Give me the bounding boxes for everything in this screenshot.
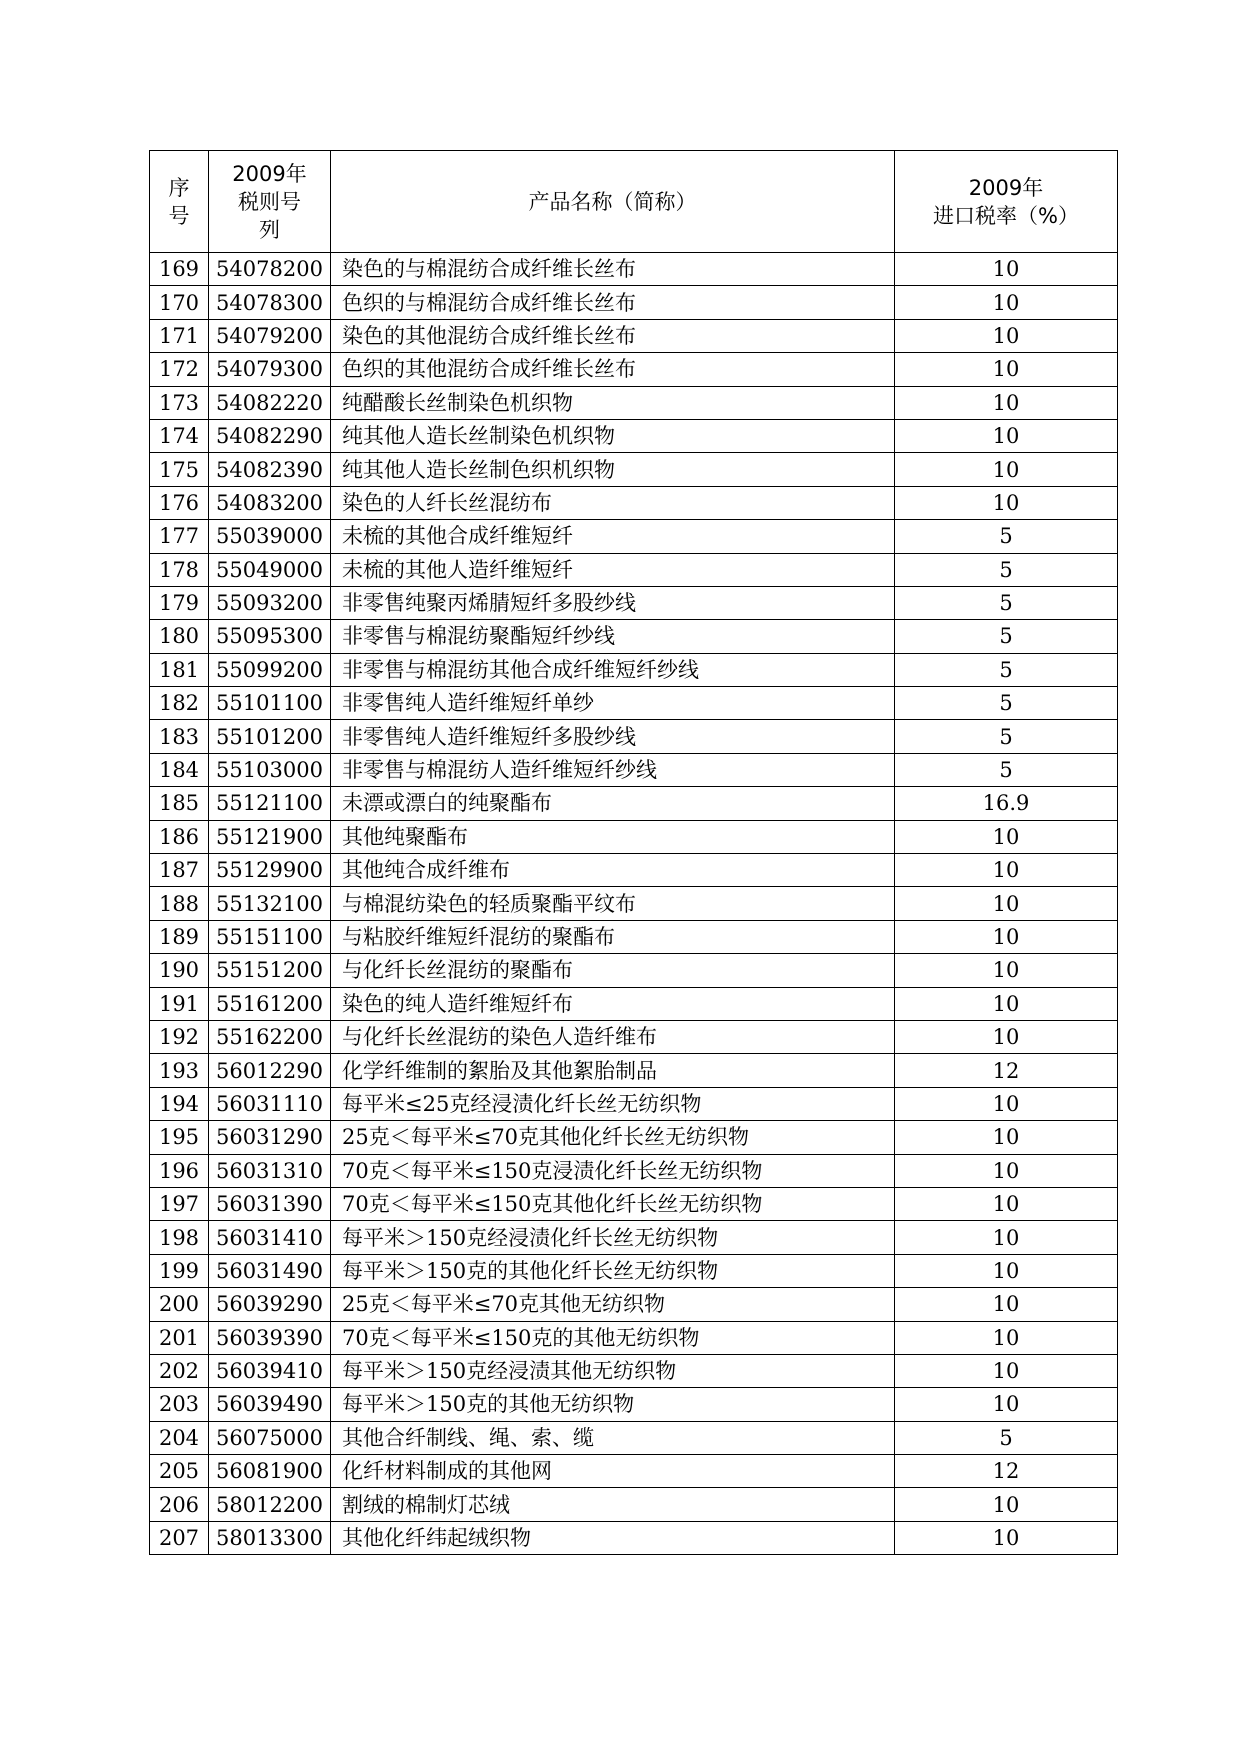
serial-number-cell: 173	[150, 386, 209, 419]
serial-number-cell: 184	[150, 753, 209, 786]
tariff-code-cell: 56039410	[209, 1354, 331, 1387]
tariff-code-cell: 56039490	[209, 1388, 331, 1421]
table-row	[150, 1187, 1118, 1220]
product-name-cell: 每平米＞150克的其他无纺织物	[331, 1388, 895, 1421]
product-name-cell: 与粘胶纤维短纤混纺的聚酯布	[331, 920, 895, 953]
serial-number-cell: 199	[150, 1254, 209, 1287]
import-rate-cell: 10	[895, 453, 1118, 486]
table-row	[150, 1221, 1118, 1254]
serial-number-cell: 175	[150, 453, 209, 486]
tariff-code-cell: 54078300	[209, 286, 331, 319]
product-name-cell: 每平米＞150克经浸渍其他无纺织物	[331, 1354, 895, 1387]
tariff-code-cell: 55162200	[209, 1020, 331, 1053]
product-name-cell: 化学纤维制的絮胎及其他絮胎制品	[331, 1054, 895, 1087]
product-name-cell: 化纤材料制成的其他网	[331, 1455, 895, 1488]
serial-number-cell: 178	[150, 553, 209, 586]
header-tariff-code	[209, 151, 331, 253]
table-row	[150, 1154, 1118, 1187]
table-row	[150, 286, 1118, 319]
product-name-cell: 染色的其他混纺合成纤维长丝布	[331, 319, 895, 352]
serial-number-cell: 186	[150, 820, 209, 853]
product-name-cell: 非零售纯人造纤维短纤多股纱线	[331, 720, 895, 753]
table-row	[150, 653, 1118, 686]
product-name-cell: 其他化纤纬起绒织物	[331, 1521, 895, 1554]
tariff-code-cell: 56081900	[209, 1455, 331, 1488]
product-name-cell: 染色的纯人造纤维短纤布	[331, 987, 895, 1020]
import-rate-cell: 10	[895, 1488, 1118, 1521]
serial-number-cell: 197	[150, 1187, 209, 1220]
tariff-code-cell: 56039390	[209, 1321, 331, 1354]
tariff-code-cell: 54082290	[209, 419, 331, 452]
product-name-cell: 其他合纤制线、绳、索、缆	[331, 1421, 895, 1454]
serial-number-cell: 203	[150, 1388, 209, 1421]
table-header	[150, 151, 1118, 253]
serial-number-cell: 179	[150, 586, 209, 619]
tariff-code-cell: 56031390	[209, 1187, 331, 1220]
header-serial-number	[150, 151, 209, 253]
table-row	[150, 1254, 1118, 1287]
import-rate-cell: 10	[895, 419, 1118, 452]
table-row	[150, 486, 1118, 519]
import-rate-cell: 5	[895, 687, 1118, 720]
import-rate-cell: 10	[895, 319, 1118, 352]
table-row	[150, 353, 1118, 386]
product-name-cell: 色织的与棉混纺合成纤维长丝布	[331, 286, 895, 319]
table-row	[150, 887, 1118, 920]
import-rate-cell: 10	[895, 486, 1118, 519]
product-name-cell: 纯其他人造长丝制染色机织物	[331, 419, 895, 452]
product-name-cell: 非零售与棉混纺其他合成纤维短纤纱线	[331, 653, 895, 686]
table-row	[150, 1421, 1118, 1454]
product-name-cell: 非零售纯聚丙烯腈短纤多股纱线	[331, 586, 895, 619]
tariff-code-cell: 58012200	[209, 1488, 331, 1521]
table-row	[150, 820, 1118, 853]
product-name-cell: 与棉混纺染色的轻质聚酯平纹布	[331, 887, 895, 920]
table-row	[150, 954, 1118, 987]
serial-number-cell: 169	[150, 253, 209, 286]
table-row	[150, 720, 1118, 753]
product-name-cell: 25克＜每平米≤70克其他化纤长丝无纺织物	[331, 1121, 895, 1154]
tariff-code-cell: 55132100	[209, 887, 331, 920]
product-name-cell: 未梳的其他合成纤维短纤	[331, 520, 895, 553]
import-rate-cell: 10	[895, 954, 1118, 987]
table-row	[150, 520, 1118, 553]
import-rate-cell: 5	[895, 720, 1118, 753]
import-rate-cell: 5	[895, 586, 1118, 619]
product-name-cell: 色织的其他混纺合成纤维长丝布	[331, 353, 895, 386]
serial-number-cell: 206	[150, 1488, 209, 1521]
serial-number-cell: 207	[150, 1521, 209, 1554]
tariff-code-cell: 56031410	[209, 1221, 331, 1254]
serial-number-cell: 201	[150, 1321, 209, 1354]
product-name-cell: 与化纤长丝混纺的染色人造纤维布	[331, 1020, 895, 1053]
product-name-cell: 非零售与棉混纺人造纤维短纤纱线	[331, 753, 895, 786]
tariff-code-cell: 55099200	[209, 653, 331, 686]
table-row	[150, 1354, 1118, 1387]
import-rate-cell: 10	[895, 1154, 1118, 1187]
tariff-code-cell: 56075000	[209, 1421, 331, 1454]
import-rate-cell: 10	[895, 1254, 1118, 1287]
serial-number-cell: 192	[150, 1020, 209, 1053]
serial-number-cell: 187	[150, 854, 209, 887]
table-row	[150, 319, 1118, 352]
product-name-cell: 其他纯合成纤维布	[331, 854, 895, 887]
import-rate-cell: 10	[895, 1288, 1118, 1321]
import-rate-cell: 5	[895, 553, 1118, 586]
serial-number-cell: 182	[150, 687, 209, 720]
serial-number-cell: 185	[150, 787, 209, 820]
serial-number-cell: 170	[150, 286, 209, 319]
serial-number-cell: 177	[150, 520, 209, 553]
header-import-rate	[895, 151, 1118, 253]
import-rate-cell: 10	[895, 1388, 1118, 1421]
import-rate-cell: 10	[895, 1187, 1118, 1220]
tariff-code-cell: 56031310	[209, 1154, 331, 1187]
product-name-cell: 非零售与棉混纺聚酯短纤纱线	[331, 620, 895, 653]
product-name-cell: 与化纤长丝混纺的聚酯布	[331, 954, 895, 987]
tariff-table	[149, 150, 1118, 1555]
table-row	[150, 586, 1118, 619]
product-name-cell: 25克＜每平米≤70克其他无纺织物	[331, 1288, 895, 1321]
product-name-cell: 每平米≤25克经浸渍化纤长丝无纺织物	[331, 1087, 895, 1120]
serial-number-cell: 193	[150, 1054, 209, 1087]
tariff-code-cell: 55093200	[209, 586, 331, 619]
table-row	[150, 854, 1118, 887]
tariff-code-cell: 55095300	[209, 620, 331, 653]
tariff-code-cell: 54078200	[209, 253, 331, 286]
tariff-code-cell: 55103000	[209, 753, 331, 786]
serial-number-cell: 180	[150, 620, 209, 653]
table-row	[150, 1054, 1118, 1087]
table-row	[150, 453, 1118, 486]
table-row	[150, 787, 1118, 820]
table-row	[150, 553, 1118, 586]
import-rate-cell: 10	[895, 1087, 1118, 1120]
header-text: 列	[259, 217, 280, 242]
tariff-code-cell: 55101200	[209, 720, 331, 753]
import-rate-cell: 12	[895, 1054, 1118, 1087]
tariff-code-cell: 55151200	[209, 954, 331, 987]
serial-number-cell: 196	[150, 1154, 209, 1187]
table-row	[150, 1521, 1118, 1554]
header-text: 进口税率（%）	[933, 203, 1079, 228]
import-rate-cell: 10	[895, 386, 1118, 419]
serial-number-cell: 190	[150, 954, 209, 987]
import-rate-cell: 10	[895, 253, 1118, 286]
product-name-cell: 每平米＞150克经浸渍化纤长丝无纺织物	[331, 1221, 895, 1254]
tariff-code-cell: 55121100	[209, 787, 331, 820]
tariff-code-cell: 56039290	[209, 1288, 331, 1321]
header-text: 号	[168, 203, 190, 228]
table-row	[150, 1288, 1118, 1321]
tariff-code-cell: 55121900	[209, 820, 331, 853]
header-text: 税则号	[238, 189, 301, 214]
product-name-cell: 纯其他人造长丝制色织机织物	[331, 453, 895, 486]
table-row	[150, 1321, 1118, 1354]
serial-number-cell: 176	[150, 486, 209, 519]
table-row	[150, 1121, 1118, 1154]
tariff-code-cell: 54083200	[209, 486, 331, 519]
import-rate-cell: 5	[895, 520, 1118, 553]
import-rate-cell: 10	[895, 1121, 1118, 1154]
tariff-code-cell: 54079200	[209, 319, 331, 352]
import-rate-cell: 10	[895, 1020, 1118, 1053]
serial-number-cell: 183	[150, 720, 209, 753]
table-row	[150, 753, 1118, 786]
product-name-cell: 未梳的其他人造纤维短纤	[331, 553, 895, 586]
table-row	[150, 987, 1118, 1020]
product-name-cell: 纯醋酸长丝制染色机织物	[331, 386, 895, 419]
serial-number-cell: 194	[150, 1087, 209, 1120]
table-row	[150, 687, 1118, 720]
serial-number-cell: 195	[150, 1121, 209, 1154]
tariff-code-cell: 54082220	[209, 386, 331, 419]
import-rate-cell: 16.9	[895, 787, 1118, 820]
header-text: 序	[168, 175, 190, 200]
tariff-code-cell: 56031110	[209, 1087, 331, 1120]
tariff-code-cell: 55049000	[209, 553, 331, 586]
tariff-code-cell: 55129900	[209, 854, 331, 887]
product-name-cell: 染色的人纤长丝混纺布	[331, 486, 895, 519]
serial-number-cell: 202	[150, 1354, 209, 1387]
table-row	[150, 419, 1118, 452]
tariff-code-cell: 56031490	[209, 1254, 331, 1287]
import-rate-cell: 5	[895, 620, 1118, 653]
header-row	[150, 151, 1118, 253]
table-body	[150, 253, 1118, 1555]
import-rate-cell: 10	[895, 887, 1118, 920]
table-row	[150, 620, 1118, 653]
import-rate-cell: 10	[895, 987, 1118, 1020]
table-row	[150, 1087, 1118, 1120]
product-name-cell: 割绒的棉制灯芯绒	[331, 1488, 895, 1521]
product-name-cell: 70克＜每平米≤150克浸渍化纤长丝无纺织物	[331, 1154, 895, 1187]
serial-number-cell: 174	[150, 419, 209, 452]
serial-number-cell: 200	[150, 1288, 209, 1321]
tariff-code-cell: 54082390	[209, 453, 331, 486]
import-rate-cell: 5	[895, 653, 1118, 686]
table-row	[150, 1455, 1118, 1488]
header-text: 2009年	[232, 161, 307, 186]
serial-number-cell: 172	[150, 353, 209, 386]
table-row	[150, 920, 1118, 953]
tariff-code-cell: 55151100	[209, 920, 331, 953]
import-rate-cell: 10	[895, 920, 1118, 953]
tariff-code-cell: 55161200	[209, 987, 331, 1020]
tariff-code-cell: 56012290	[209, 1054, 331, 1087]
import-rate-cell: 10	[895, 286, 1118, 319]
table-row	[150, 386, 1118, 419]
product-name-cell: 未漂或漂白的纯聚酯布	[331, 787, 895, 820]
import-rate-cell: 10	[895, 1521, 1118, 1554]
table-row	[150, 1388, 1118, 1421]
product-name-cell: 其他纯聚酯布	[331, 820, 895, 853]
product-name-cell: 染色的与棉混纺合成纤维长丝布	[331, 253, 895, 286]
import-rate-cell: 5	[895, 1421, 1118, 1454]
serial-number-cell: 198	[150, 1221, 209, 1254]
import-rate-cell: 5	[895, 753, 1118, 786]
product-name-cell: 非零售纯人造纤维短纤单纱	[331, 687, 895, 720]
import-rate-cell: 10	[895, 1354, 1118, 1387]
import-rate-cell: 10	[895, 854, 1118, 887]
serial-number-cell: 171	[150, 319, 209, 352]
serial-number-cell: 188	[150, 887, 209, 920]
import-rate-cell: 10	[895, 1321, 1118, 1354]
product-name-cell: 70克＜每平米≤150克其他化纤长丝无纺织物	[331, 1187, 895, 1220]
header-text: 产品名称（简称）	[528, 189, 697, 214]
tariff-code-cell: 56031290	[209, 1121, 331, 1154]
table-row	[150, 1020, 1118, 1053]
serial-number-cell: 191	[150, 987, 209, 1020]
product-name-cell: 每平米＞150克的其他化纤长丝无纺织物	[331, 1254, 895, 1287]
table-row	[150, 1488, 1118, 1521]
tariff-code-cell: 58013300	[209, 1521, 331, 1554]
import-rate-cell: 10	[895, 353, 1118, 386]
tariff-code-cell: 55039000	[209, 520, 331, 553]
header-product-name	[331, 151, 895, 253]
serial-number-cell: 205	[150, 1455, 209, 1488]
import-rate-cell: 10	[895, 1221, 1118, 1254]
table-row	[150, 253, 1118, 286]
header-text: 2009年	[968, 175, 1044, 200]
serial-number-cell: 204	[150, 1421, 209, 1454]
import-rate-cell: 12	[895, 1455, 1118, 1488]
serial-number-cell: 181	[150, 653, 209, 686]
tariff-code-cell: 55101100	[209, 687, 331, 720]
serial-number-cell: 189	[150, 920, 209, 953]
import-rate-cell: 10	[895, 820, 1118, 853]
tariff-code-cell: 54079300	[209, 353, 331, 386]
product-name-cell: 70克＜每平米≤150克的其他无纺织物	[331, 1321, 895, 1354]
